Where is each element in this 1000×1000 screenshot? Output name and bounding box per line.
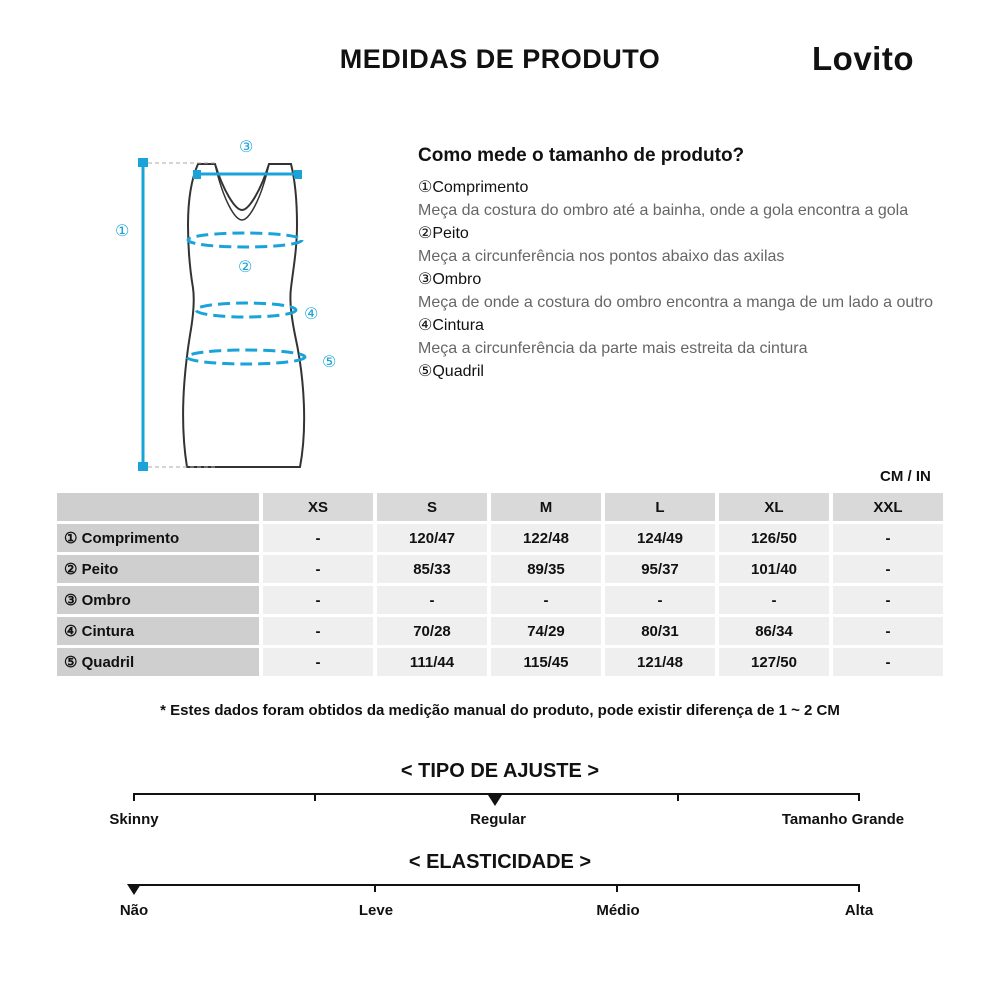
table-cell: 89/35: [491, 555, 601, 583]
table-cell: -: [263, 648, 373, 676]
measurement-note: * Estes dados foram obtidos da medição manual do produto, pode existir diferença de 1 ~ 2 CM: [160, 702, 840, 719]
marker-hip: ⑤: [322, 352, 337, 371]
marker-shoulder: ③: [239, 137, 254, 156]
size-table: [53, 490, 947, 679]
size-header: M: [491, 493, 601, 521]
measurement-guide: [418, 145, 958, 383]
table-cell: 122/48: [491, 524, 601, 552]
size-header: XXL: [833, 493, 943, 521]
row-label: ③ Ombro: [57, 586, 259, 614]
brand-logo: Lovito: [812, 40, 914, 77]
table-cell: -: [833, 648, 943, 676]
row-label: ⑤ Quadril: [57, 648, 259, 676]
fit-label-skinny: Skinny: [109, 811, 159, 828]
table-cell: -: [263, 586, 373, 614]
table-cell: -: [833, 524, 943, 552]
table-cell: 80/31: [605, 617, 715, 645]
table-cell: 127/50: [719, 648, 829, 676]
marker-length: ①: [115, 221, 130, 240]
table-cell: 74/29: [491, 617, 601, 645]
table-row: [57, 555, 943, 583]
table-header-row: [57, 493, 943, 521]
guide-item-label: ①Comprimento: [418, 179, 529, 196]
fit-scale-line: [133, 793, 860, 795]
fit-scale-title: < TIPO DE AJUSTE >: [400, 760, 600, 782]
guide-item-label: ②Peito: [418, 225, 469, 242]
table-row: [57, 586, 943, 614]
fit-label-regular: Regular: [470, 811, 526, 828]
guide-item-label: ④Cintura: [418, 317, 484, 334]
fit-tick: [858, 793, 860, 801]
dress-outline-icon: [95, 130, 355, 480]
unit-label: CM / IN: [880, 468, 931, 485]
table-cell: -: [263, 617, 373, 645]
table-cell: 101/40: [719, 555, 829, 583]
table-cell: -: [605, 586, 715, 614]
size-header: XS: [263, 493, 373, 521]
page-title: MEDIDAS DE PRODUTO: [339, 44, 661, 74]
elasticity-tick: [616, 884, 618, 892]
row-label: ④ Cintura: [57, 617, 259, 645]
table-cell: 111/44: [377, 648, 487, 676]
elasticity-scale-title: < ELASTICIDADE >: [408, 851, 592, 873]
guide-item-desc: Meça a circunferência da parte mais estreita da cintura: [418, 340, 808, 357]
table-cell: -: [377, 586, 487, 614]
fit-tick: [677, 793, 679, 801]
guide-item: [418, 314, 958, 360]
table-cell: 85/33: [377, 555, 487, 583]
elasticity-label-high: Alta: [844, 902, 874, 919]
marker-chest: ②: [238, 257, 253, 276]
marker-waist: ④: [304, 304, 319, 323]
guide-item-desc: Meça a circunferência nos pontos abaixo das axilas: [418, 248, 785, 265]
elasticity-tick: [858, 884, 860, 892]
table-cell: 70/28: [377, 617, 487, 645]
fit-tick: [314, 793, 316, 801]
fit-selected-marker-icon: [488, 795, 502, 806]
row-label: ① Comprimento: [57, 524, 259, 552]
table-row: [57, 617, 943, 645]
guide-item-label: ③Ombro: [418, 271, 482, 288]
row-label: ② Peito: [57, 555, 259, 583]
table-row: [57, 524, 943, 552]
table-cell: 120/47: [377, 524, 487, 552]
guide-title: Como mede o tamanho de produto?: [418, 145, 745, 166]
guide-item: [418, 176, 958, 222]
table-cell: -: [833, 617, 943, 645]
elasticity-tick: [374, 884, 376, 892]
fit-tick: [133, 793, 135, 801]
table-cell: 124/49: [605, 524, 715, 552]
table-cell: -: [833, 555, 943, 583]
guide-item-desc: Meça de onde a costura do ombro encontra a manga de um lado a outro: [418, 294, 933, 311]
elasticity-label-none: Não: [119, 902, 149, 919]
table-cell: 95/37: [605, 555, 715, 583]
table-row: [57, 648, 943, 676]
fit-label-large: Tamanho Grande: [781, 811, 905, 828]
elasticity-selected-marker-icon: [127, 884, 141, 895]
table-cell: -: [263, 555, 373, 583]
table-cell: 115/45: [491, 648, 601, 676]
guide-item: [418, 222, 958, 268]
table-cell: 86/34: [719, 617, 829, 645]
guide-item-label: ⑤Quadril: [418, 363, 484, 380]
table-cell: -: [263, 524, 373, 552]
guide-item-desc: Meça da costura do ombro até a bainha, onde a gola encontra a gola: [418, 202, 909, 219]
table-cell: -: [719, 586, 829, 614]
size-header: S: [377, 493, 487, 521]
table-cell: -: [491, 586, 601, 614]
table-cell: -: [833, 586, 943, 614]
table-corner-cell: [57, 493, 259, 521]
size-header: XL: [719, 493, 829, 521]
guide-item: [418, 360, 958, 383]
elasticity-label-medium: Médio: [596, 902, 640, 919]
size-header: L: [605, 493, 715, 521]
table-cell: 126/50: [719, 524, 829, 552]
elasticity-label-light: Leve: [358, 902, 394, 919]
guide-item: [418, 268, 958, 314]
elasticity-scale-line: [133, 884, 860, 886]
table-cell: 121/48: [605, 648, 715, 676]
